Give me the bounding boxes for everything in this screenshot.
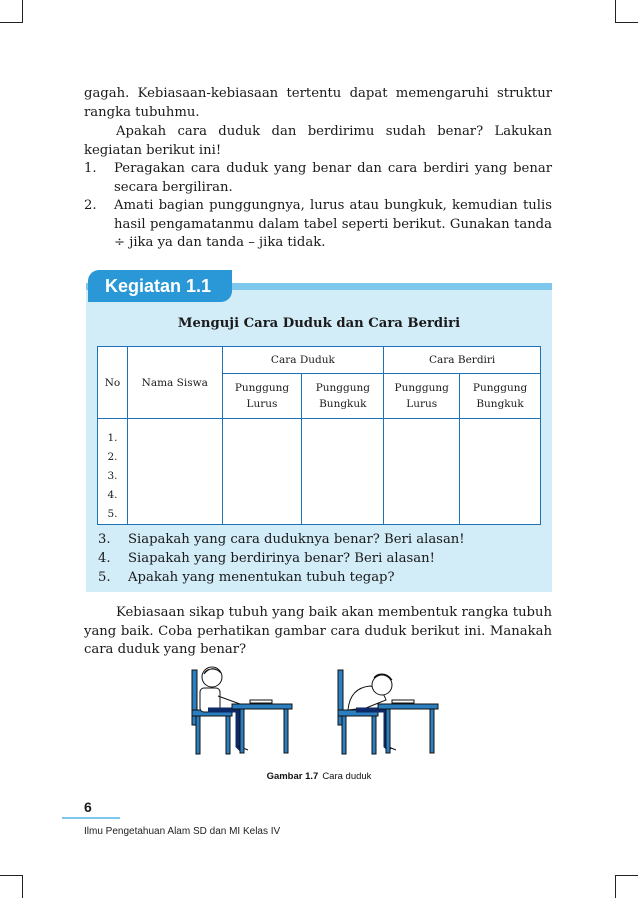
instruction-item-2 bbox=[84, 197, 552, 253]
question-4 bbox=[98, 549, 548, 568]
question-number: 4. bbox=[98, 551, 111, 566]
group-header-cara-duduk: Cara Duduk bbox=[222, 347, 384, 374]
question-text: Siapakah yang berdirinya benar? Beri alasan! bbox=[128, 551, 435, 566]
intro-paragraph-2: Apakah cara duduk dan berdirimu sudah benar? Lakukan kegiatan berikut ini! bbox=[84, 124, 552, 158]
subheader-duduk-lurus: Punggung Lurus bbox=[222, 374, 302, 419]
subheader-berdiri-bungkuk: Punggung Bungkuk bbox=[460, 374, 541, 419]
kegiatan-title: Menguji Cara Duduk dan Cara Berdiri bbox=[177, 316, 461, 331]
question-3 bbox=[98, 530, 548, 549]
row-numbers-cell bbox=[98, 419, 128, 525]
intro-paragraph-1: gagah. Kebiasaan-kebiasaan tertentu dapat memengaruhi struktur rangka tubuhmu. bbox=[84, 86, 552, 120]
column-header-nama: Nama Siswa bbox=[127, 347, 222, 419]
question-text: Siapakah yang cara duduknya benar? Beri alasan! bbox=[128, 532, 465, 547]
row-number: 3. bbox=[107, 470, 118, 482]
page-number: 6 bbox=[84, 799, 92, 815]
footer-rule bbox=[62, 817, 120, 819]
closing-paragraph: Kebiasaan sikap tubuh yang baik akan membentuk rangka tubuh yang baik. Coba perhatikan gambar cara duduk berikut ini. Manakah cara duduk yang benar? bbox=[84, 605, 552, 658]
berdiri-bungkuk-cell bbox=[460, 419, 541, 525]
question-number: 3. bbox=[98, 532, 111, 547]
figure-label: Gambar 1.7 bbox=[266, 771, 319, 782]
upright-sitting-figure bbox=[192, 667, 292, 754]
question-number: 5. bbox=[98, 570, 111, 585]
instruction-text: Peragakan cara duduk yang benar dan cara berdiri yang benar secara bergiliran. bbox=[114, 161, 552, 195]
figure-caption-text: Cara duduk bbox=[322, 771, 372, 782]
row-number: 2. bbox=[107, 451, 118, 463]
instruction-text: Amati bagian punggungnya, lurus atau bungkuk, kemudian tulis hasil pengamatanmu dalam tabel seperti berikut. Gunakan tanda ÷ jika ya dan tanda – jika tidak. bbox=[114, 198, 552, 251]
hunched-sitting-figure bbox=[338, 670, 438, 754]
duduk-lurus-cell bbox=[222, 419, 302, 525]
subheader-duduk-bungkuk: Punggung Bungkuk bbox=[302, 374, 384, 419]
row-number: 4. bbox=[107, 489, 118, 501]
crop-mark-top-right bbox=[615, 0, 638, 23]
crop-mark-bottom-right bbox=[615, 875, 638, 898]
crop-mark-bottom-left bbox=[0, 875, 23, 898]
sitting-posture-illustration bbox=[190, 660, 440, 760]
observation-table bbox=[97, 346, 541, 525]
crop-mark-top-left bbox=[0, 0, 23, 23]
instruction-number: 2. bbox=[84, 198, 97, 213]
row-number: 5. bbox=[107, 508, 118, 520]
book-title-footer: Ilmu Pengetahuan Alam SD dan MI Kelas IV bbox=[84, 826, 281, 837]
question-5 bbox=[98, 568, 548, 587]
instruction-number: 1. bbox=[84, 161, 97, 176]
duduk-bungkuk-cell bbox=[302, 419, 384, 525]
group-header-cara-berdiri: Cara Berdiri bbox=[384, 347, 541, 374]
question-text: Apakah yang menentukan tubuh tegap? bbox=[128, 570, 395, 585]
instruction-item-1 bbox=[84, 160, 552, 197]
row-number: 1. bbox=[107, 432, 118, 444]
column-header-no: No bbox=[98, 347, 128, 419]
nama-siswa-cell bbox=[127, 419, 222, 525]
subheader-berdiri-lurus: Punggung Lurus bbox=[384, 374, 460, 419]
berdiri-lurus-cell bbox=[384, 419, 460, 525]
kegiatan-label: Kegiatan 1.1 bbox=[88, 270, 232, 302]
figure-caption bbox=[0, 771, 638, 782]
